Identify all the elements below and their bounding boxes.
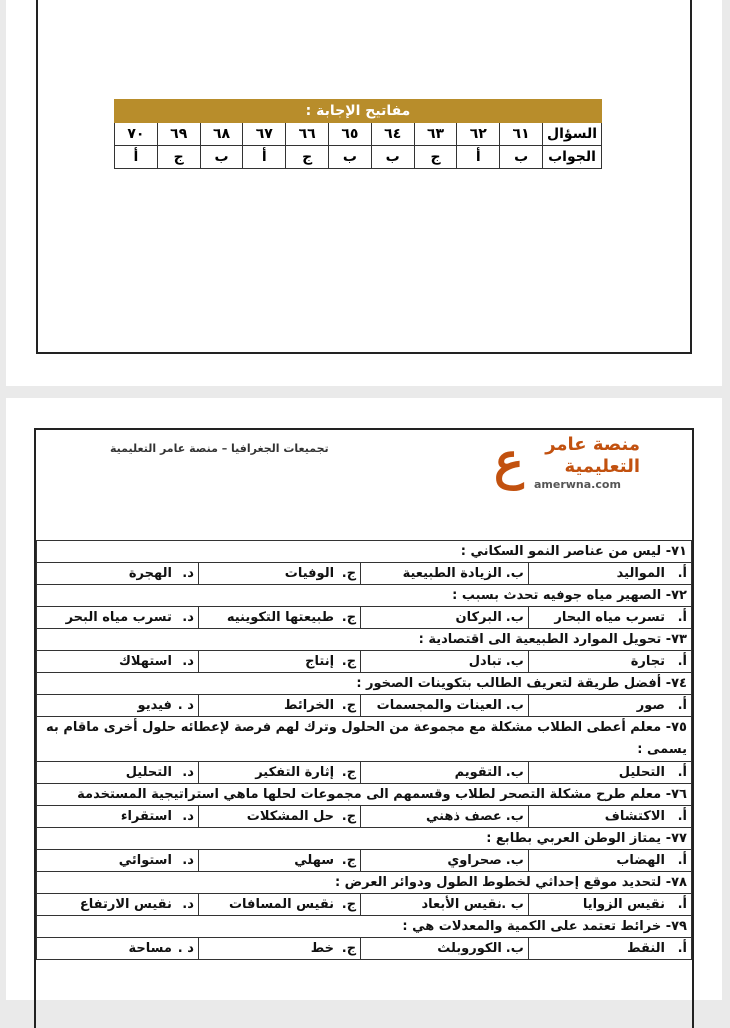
- option-text: الهجرة: [128, 566, 172, 581]
- option-text: صحراوي: [447, 853, 502, 868]
- key-answer: أ: [457, 146, 500, 169]
- key-answer: ب: [329, 146, 372, 169]
- option-d: [37, 695, 199, 717]
- option-text: تسرب مياه البحار: [554, 610, 665, 625]
- option-label: ب.: [505, 566, 524, 581]
- options-row: [37, 651, 692, 673]
- option-label: أ.: [677, 566, 687, 581]
- option-text: استوائي: [118, 853, 172, 868]
- option-b: [361, 607, 529, 629]
- option-text: العينات والمجسمات: [376, 698, 502, 713]
- option-d: [37, 607, 199, 629]
- option-text: طبيعتها التكوينيه: [226, 610, 335, 625]
- option-label: ج.: [341, 610, 357, 625]
- option-b: [361, 938, 529, 960]
- logo-letter: ع: [494, 431, 524, 490]
- option-text: التحليل: [618, 765, 665, 780]
- option-text: تجارة: [630, 654, 665, 669]
- option-b: [361, 651, 529, 673]
- option-c: [198, 651, 360, 673]
- option-d: [37, 938, 199, 960]
- option-d: [37, 651, 199, 673]
- key-answer: ب: [200, 146, 243, 169]
- page-top: [6, 0, 722, 386]
- option-a: [528, 938, 691, 960]
- document-title: تجميعات الجغرافيا – منصة عامر التعليمية: [110, 442, 329, 455]
- option-c: [198, 938, 360, 960]
- option-text: المواليد: [616, 566, 665, 581]
- option-a: [528, 894, 691, 916]
- option-text: حل المشكلات: [246, 809, 335, 824]
- option-a: [528, 850, 691, 872]
- option-c: [198, 695, 360, 717]
- option-text: نقيس الزوايا: [582, 897, 665, 912]
- key-question: ٦٦: [286, 123, 329, 146]
- platform-logo: [494, 431, 644, 496]
- option-text: إنتاج: [305, 654, 335, 669]
- answer-key-table: [114, 99, 602, 169]
- question-text: ٧٣- تحويل الموارد الطبيعية الى اقتصادية :: [37, 629, 692, 651]
- option-label: أ.: [677, 941, 687, 956]
- logo-line-1: منصة عامر: [545, 434, 640, 455]
- options-row: [37, 762, 692, 784]
- option-a: [528, 695, 691, 717]
- key-answer: ج: [157, 146, 200, 169]
- answer-key-question-row: [115, 123, 602, 146]
- options-row: [37, 563, 692, 585]
- option-d: [37, 806, 199, 828]
- option-b: [361, 762, 529, 784]
- option-label: ب.: [505, 853, 524, 868]
- option-c: [198, 806, 360, 828]
- option-label: أ.: [677, 654, 687, 669]
- option-d: [37, 762, 199, 784]
- option-label: أ.: [677, 610, 687, 625]
- key-question: ٦٣: [414, 123, 457, 146]
- options-row: [37, 607, 692, 629]
- option-text: مساحة: [128, 941, 172, 956]
- option-label: ب .: [501, 897, 524, 912]
- options-row: [37, 806, 692, 828]
- option-label: أ.: [677, 809, 687, 824]
- options-row: [37, 938, 692, 960]
- question-text: ٧٧- يمتاز الوطن العربي بطابع :: [37, 828, 692, 850]
- option-a: [528, 762, 691, 784]
- key-question: ٧٠: [115, 123, 158, 146]
- question-text: ٧٦- معلم طرح مشكلة التصحر لطلاب وقسمهم الى مجموعات لحلها ماهي استراتيجية المستخدمة: [37, 784, 692, 806]
- option-label: ب.: [505, 809, 524, 824]
- key-question: ٦٢: [457, 123, 500, 146]
- option-label: ج.: [341, 765, 357, 780]
- option-c: [198, 607, 360, 629]
- option-text: الزيادة الطبيعية: [402, 566, 502, 581]
- option-text: نقيس المسافات: [228, 897, 335, 912]
- option-label: ب.: [505, 654, 524, 669]
- key-question: ٦١: [500, 123, 543, 146]
- option-label: ج.: [341, 941, 357, 956]
- option-text: التقويم: [454, 765, 502, 780]
- option-b: [361, 563, 529, 585]
- option-a: [528, 563, 691, 585]
- option-c: [198, 563, 360, 585]
- question-row-label: السؤال: [543, 123, 602, 146]
- option-text: استهلاك: [119, 654, 172, 669]
- option-text: تسرب مياه البحر: [65, 610, 172, 625]
- option-label: أ.: [677, 698, 687, 713]
- key-answer: أ: [115, 146, 158, 169]
- option-label: د.: [182, 765, 194, 780]
- questions-table: [36, 540, 692, 960]
- option-text: عصف ذهني: [425, 809, 502, 824]
- question-text: ٧٥- معلم أعطى الطلاب مشكلة مع مجموعة من الحلول وترك لهم فرصة لإعطائه حلول أخرى ماقام به يسمى :: [37, 717, 692, 762]
- option-label: ج.: [341, 566, 357, 581]
- option-label: أ.: [677, 765, 687, 780]
- option-label: د.: [182, 809, 194, 824]
- option-d: [37, 894, 199, 916]
- option-label: ب.: [505, 765, 524, 780]
- option-a: [528, 607, 691, 629]
- question-text: ٧٩- خرائط تعتمد على الكمية والمعدلات هي :: [37, 916, 692, 938]
- options-row: [37, 850, 692, 872]
- key-question: ٦٨: [200, 123, 243, 146]
- option-label: ب.: [505, 941, 524, 956]
- option-label: ج.: [341, 897, 357, 912]
- option-label: د.: [182, 897, 194, 912]
- option-text: التحليل: [125, 765, 172, 780]
- option-d: [37, 563, 199, 585]
- option-text: خط: [310, 941, 335, 956]
- option-text: فيديو: [137, 698, 172, 713]
- answer-key-title: مفاتيح الإجابة :: [115, 100, 602, 123]
- option-text: الهضاب: [616, 853, 665, 868]
- option-a: [528, 651, 691, 673]
- question-text: ٧١- ليس من عناصر النمو السكاني :: [37, 541, 692, 563]
- option-d: [37, 850, 199, 872]
- option-text: الاكتشاف: [604, 809, 665, 824]
- key-question: ٦٤: [371, 123, 414, 146]
- option-text: نقيس الأبعاد: [421, 897, 502, 912]
- option-label: ج.: [341, 809, 357, 824]
- option-text: صور: [636, 698, 665, 713]
- key-question: ٦٧: [243, 123, 286, 146]
- option-b: [361, 894, 529, 916]
- key-answer: ب: [371, 146, 414, 169]
- option-text: النقط: [627, 941, 665, 956]
- logo-line-2: التعليمية: [564, 456, 640, 477]
- option-text: إثارة التفكير: [255, 765, 335, 780]
- options-row: [37, 695, 692, 717]
- option-label: د.: [182, 566, 194, 581]
- option-text: سهلي: [294, 853, 335, 868]
- option-label: ب.: [505, 698, 524, 713]
- option-c: [198, 894, 360, 916]
- option-text: الوفيات: [284, 566, 335, 581]
- question-text: ٧٤- أفضل طريقة لتعريف الطالب بتكوينات الصخور :: [37, 673, 692, 695]
- option-c: [198, 850, 360, 872]
- question-text: ٧٢- الصهير مياه جوفيه تحدث بسبب :: [37, 585, 692, 607]
- option-text: تبادل: [468, 654, 502, 669]
- logo-url: amerwna.com: [534, 478, 621, 491]
- option-label: د .: [177, 941, 194, 956]
- option-label: د.: [182, 853, 194, 868]
- option-text: نقيس الارتفاع: [79, 897, 172, 912]
- option-label: د .: [177, 698, 194, 713]
- page-top-frame: [36, 0, 692, 354]
- option-c: [198, 762, 360, 784]
- answer-key-answer-row: [115, 146, 602, 169]
- question-text: ٧٨- لتحديد موقع إحداثي لخطوط الطول ودوائر العرض :: [37, 872, 692, 894]
- key-question: ٦٥: [329, 123, 372, 146]
- option-label: أ.: [677, 897, 687, 912]
- option-b: [361, 806, 529, 828]
- option-label: د.: [182, 654, 194, 669]
- option-label: أ.: [677, 853, 687, 868]
- key-answer: أ: [243, 146, 286, 169]
- option-b: [361, 695, 529, 717]
- key-question: ٦٩: [157, 123, 200, 146]
- key-answer: ب: [500, 146, 543, 169]
- option-label: ج.: [341, 853, 357, 868]
- option-text: الكوروبلث: [437, 941, 502, 956]
- options-row: [37, 894, 692, 916]
- option-label: د.: [182, 610, 194, 625]
- option-text: البركان: [455, 610, 502, 625]
- key-answer: ج: [414, 146, 457, 169]
- option-label: ج.: [341, 654, 357, 669]
- option-a: [528, 806, 691, 828]
- page-bottom: [6, 398, 722, 1000]
- option-b: [361, 850, 529, 872]
- answer-row-label: الجواب: [543, 146, 602, 169]
- option-text: الخرائط: [284, 698, 335, 713]
- option-text: استقراء: [120, 809, 172, 824]
- option-label: ب.: [505, 610, 524, 625]
- key-answer: ج: [286, 146, 329, 169]
- option-label: ج.: [341, 698, 357, 713]
